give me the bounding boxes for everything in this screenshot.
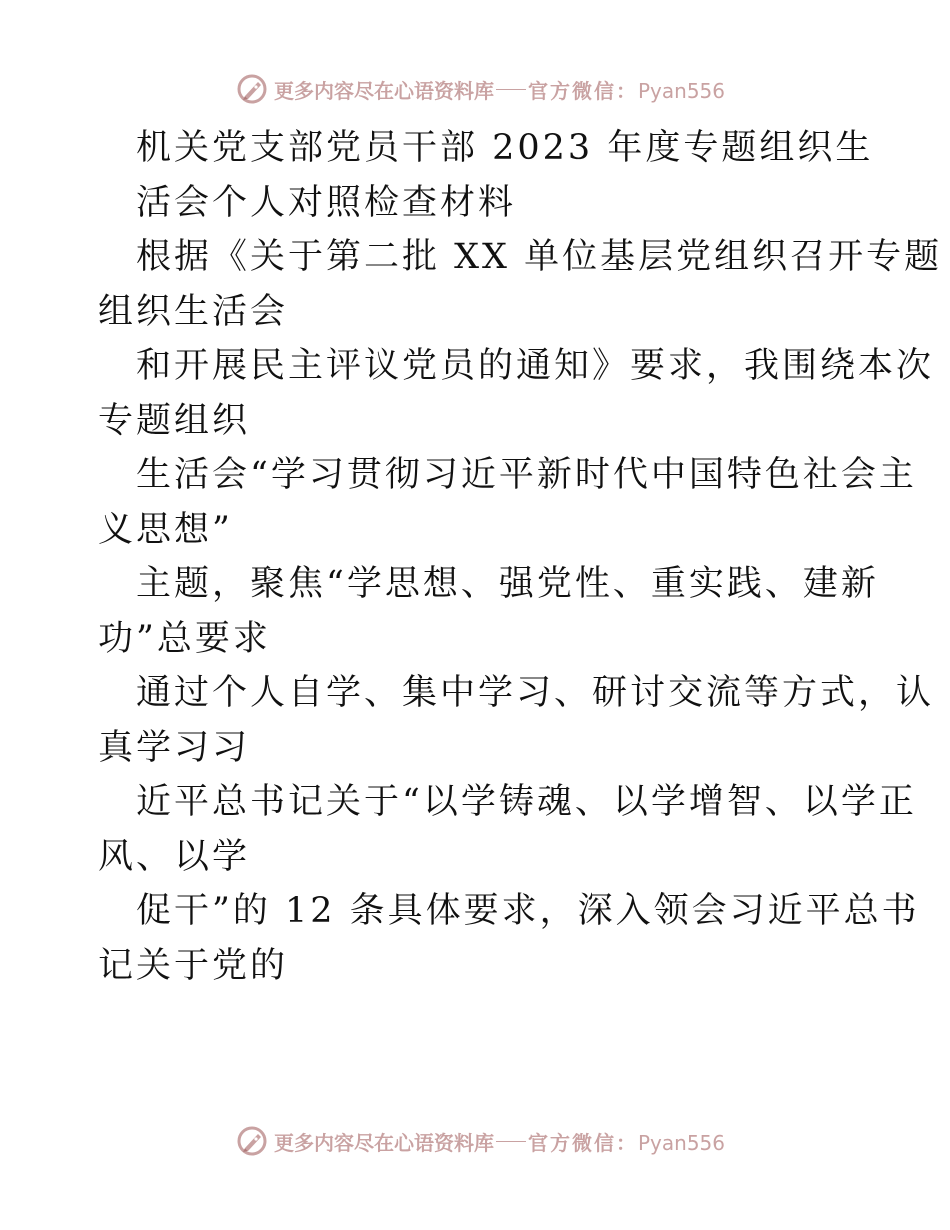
text-line: 根据《关于第二批 XX 单位基层党组织召开专题	[136, 237, 943, 277]
text-line: 促干”的 12 条具体要求，深入领会习近平总书	[136, 891, 920, 931]
watermark-dash	[496, 89, 526, 90]
wechat-label: 官方微信：	[528, 78, 638, 103]
pen-logo-icon	[236, 73, 268, 105]
document-body	[98, 121, 943, 993]
wechat-id: Pyan556	[638, 78, 726, 103]
text-line: 功”总要求	[98, 618, 271, 659]
text-line: 活会个人对照检查材料	[136, 182, 517, 223]
wechat-id: Pyan556	[638, 1130, 726, 1155]
text-line: 义思想”	[98, 509, 233, 550]
text-line: 组织生活会	[98, 291, 289, 332]
watermark-wechat	[528, 75, 725, 104]
text-line: 专题组织	[98, 400, 251, 441]
footer-watermark	[236, 1124, 725, 1158]
text-line: 和开展民主评议党员的通知》要求，我围绕本次	[136, 346, 935, 386]
pen-logo-icon	[236, 1125, 268, 1157]
text-line: 机关党支部党员干部 2023 年度专题组织生	[136, 128, 874, 168]
text-line: 主题，聚焦“学思想、强党性、重实践、建新	[136, 564, 879, 604]
watermark-slogan: 更多内容尽在心语资料库	[274, 1130, 494, 1155]
watermark-slogan: 更多内容尽在心语资料库	[274, 78, 494, 103]
text-line: 生活会“学习贯彻习近平新时代中国特色社会主	[136, 455, 917, 495]
text-line: 近平总书记关于“以学铸魂、以学增智、以学正	[136, 782, 917, 822]
watermark-wechat	[528, 1127, 725, 1156]
header-watermark	[236, 72, 725, 106]
text-line: 真学习习	[98, 727, 251, 768]
text-line: 记关于党的	[98, 945, 289, 986]
text-line: 通过个人自学、集中学习、研讨交流等方式，认	[136, 673, 935, 713]
watermark-dash	[496, 1141, 526, 1142]
text-line: 风、以学	[98, 836, 251, 877]
wechat-label: 官方微信：	[528, 1130, 638, 1155]
